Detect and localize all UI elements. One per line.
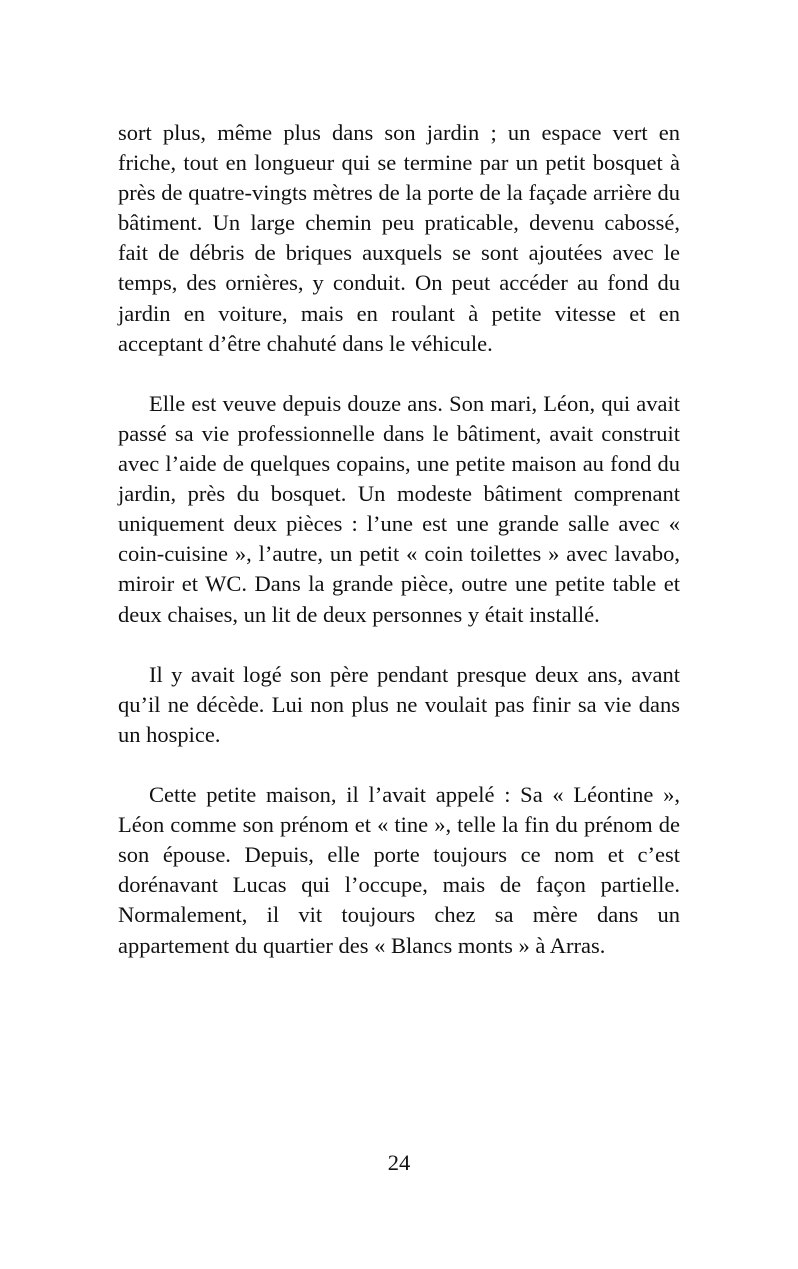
paragraph-1: sort plus, même plus dans son jardin ; un espace vert en friche, tout en longueur qui se termine par un petit bosquet à près de quatre-vingts mètres de la porte de la façade arrière du bâtiment. Un large chemin peu praticable, devenu cabossé, fait de débris de briques auxquels se sont ajoutées avec le temps, des ornières, y conduit. On peut accéder au fond du jardin en voiture, mais en roulant à petite vitesse et en acceptant d’être chahuté dans le véhicule. xyxy=(118,120,680,356)
paragraph-3: Il y avait logé son père pendant presque deux ans, avant qu’il ne décède. Lui non plus ne voulait pas finir sa vie dans un hospice. xyxy=(118,661,680,747)
paragraph-2: Elle est veuve depuis douze ans. Son mari, Léon, qui avait passé sa vie professionnelle dans le bâtiment, avait construit avec l’aide de quelques copains, une petite maison au fond du jardin, près du bosquet. Un modeste bâtiment comprenant uniquement deux pièces : l’une est une grande salle avec « coin-cuisine », l’autre, un petit « coin toilettes » avec lavabo, miroir et WC. Dans la grande pièce, outre une petite table et deux chaises, un lit de deux personnes y était installé. xyxy=(118,390,680,627)
page-number: 24 xyxy=(387,1150,411,1175)
body-text xyxy=(118,118,680,991)
paragraph-4: Cette petite maison, il l’avait appelé : Sa « Léontine », Léon comme son prénom et « tine », telle la fin du prénom de son épouse. Depuis, elle porte toujours ce nom et c’est dorénavant Lucas qui l’occupe, mais de façon partielle. Normalement, il vit toujours chez sa mère dans un appartement du quartier des « Blancs monts » à Arras. xyxy=(118,782,680,958)
